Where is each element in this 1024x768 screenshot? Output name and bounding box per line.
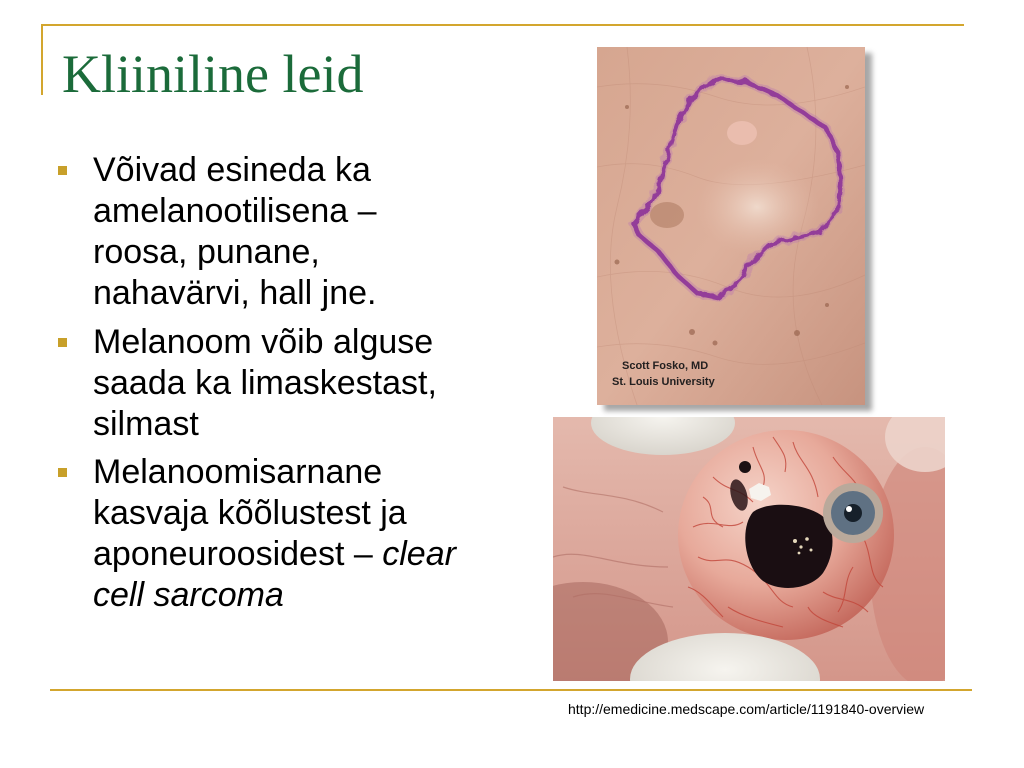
bullet-line: roosa, punane, [93, 233, 320, 271]
italic-term-line: cell sarcoma [93, 576, 284, 614]
skin-lesion-photo [597, 47, 865, 405]
bullet-line: Võivad esineda ka [93, 151, 371, 189]
bullet-line: saada ka limaskestast, [93, 364, 437, 402]
bullet-line: amelanootilisena – [93, 192, 377, 230]
bullet-line: nahavärvi, hall jne. [93, 274, 377, 312]
bottom-rule [50, 689, 972, 691]
bullet-line: silmast [93, 405, 199, 443]
bullet-line [93, 534, 456, 575]
bullet-item-2 [93, 322, 437, 445]
source-url: http://emedicine.medscape.com/article/1191840-overview [568, 701, 925, 717]
top-rule [42, 24, 964, 26]
slide-title: Kliiniline leid [62, 44, 364, 104]
bullet-line: Melanoomisarnane [93, 453, 383, 491]
photo-credit-institution: St. Louis University [612, 376, 715, 388]
bullet-line: Melanoom võib alguse [93, 323, 434, 361]
eye-photo [553, 417, 945, 681]
bullet-item-3 [93, 452, 456, 616]
bullet-line: kasvaja kõõlustest ja [93, 494, 407, 532]
bullet-square-icon [58, 338, 67, 347]
bullet-square-icon [58, 166, 67, 175]
bullet-item-1 [93, 150, 377, 314]
bullet-text: aponeuroosidest – [93, 535, 373, 573]
bullet-square-icon [58, 468, 67, 477]
title-side-rule [41, 24, 43, 95]
eye-image [553, 417, 945, 681]
photo-credit-name: Scott Fosko, MD [622, 360, 709, 372]
skin-lesion-image [597, 47, 865, 405]
italic-term: clear [382, 535, 456, 573]
